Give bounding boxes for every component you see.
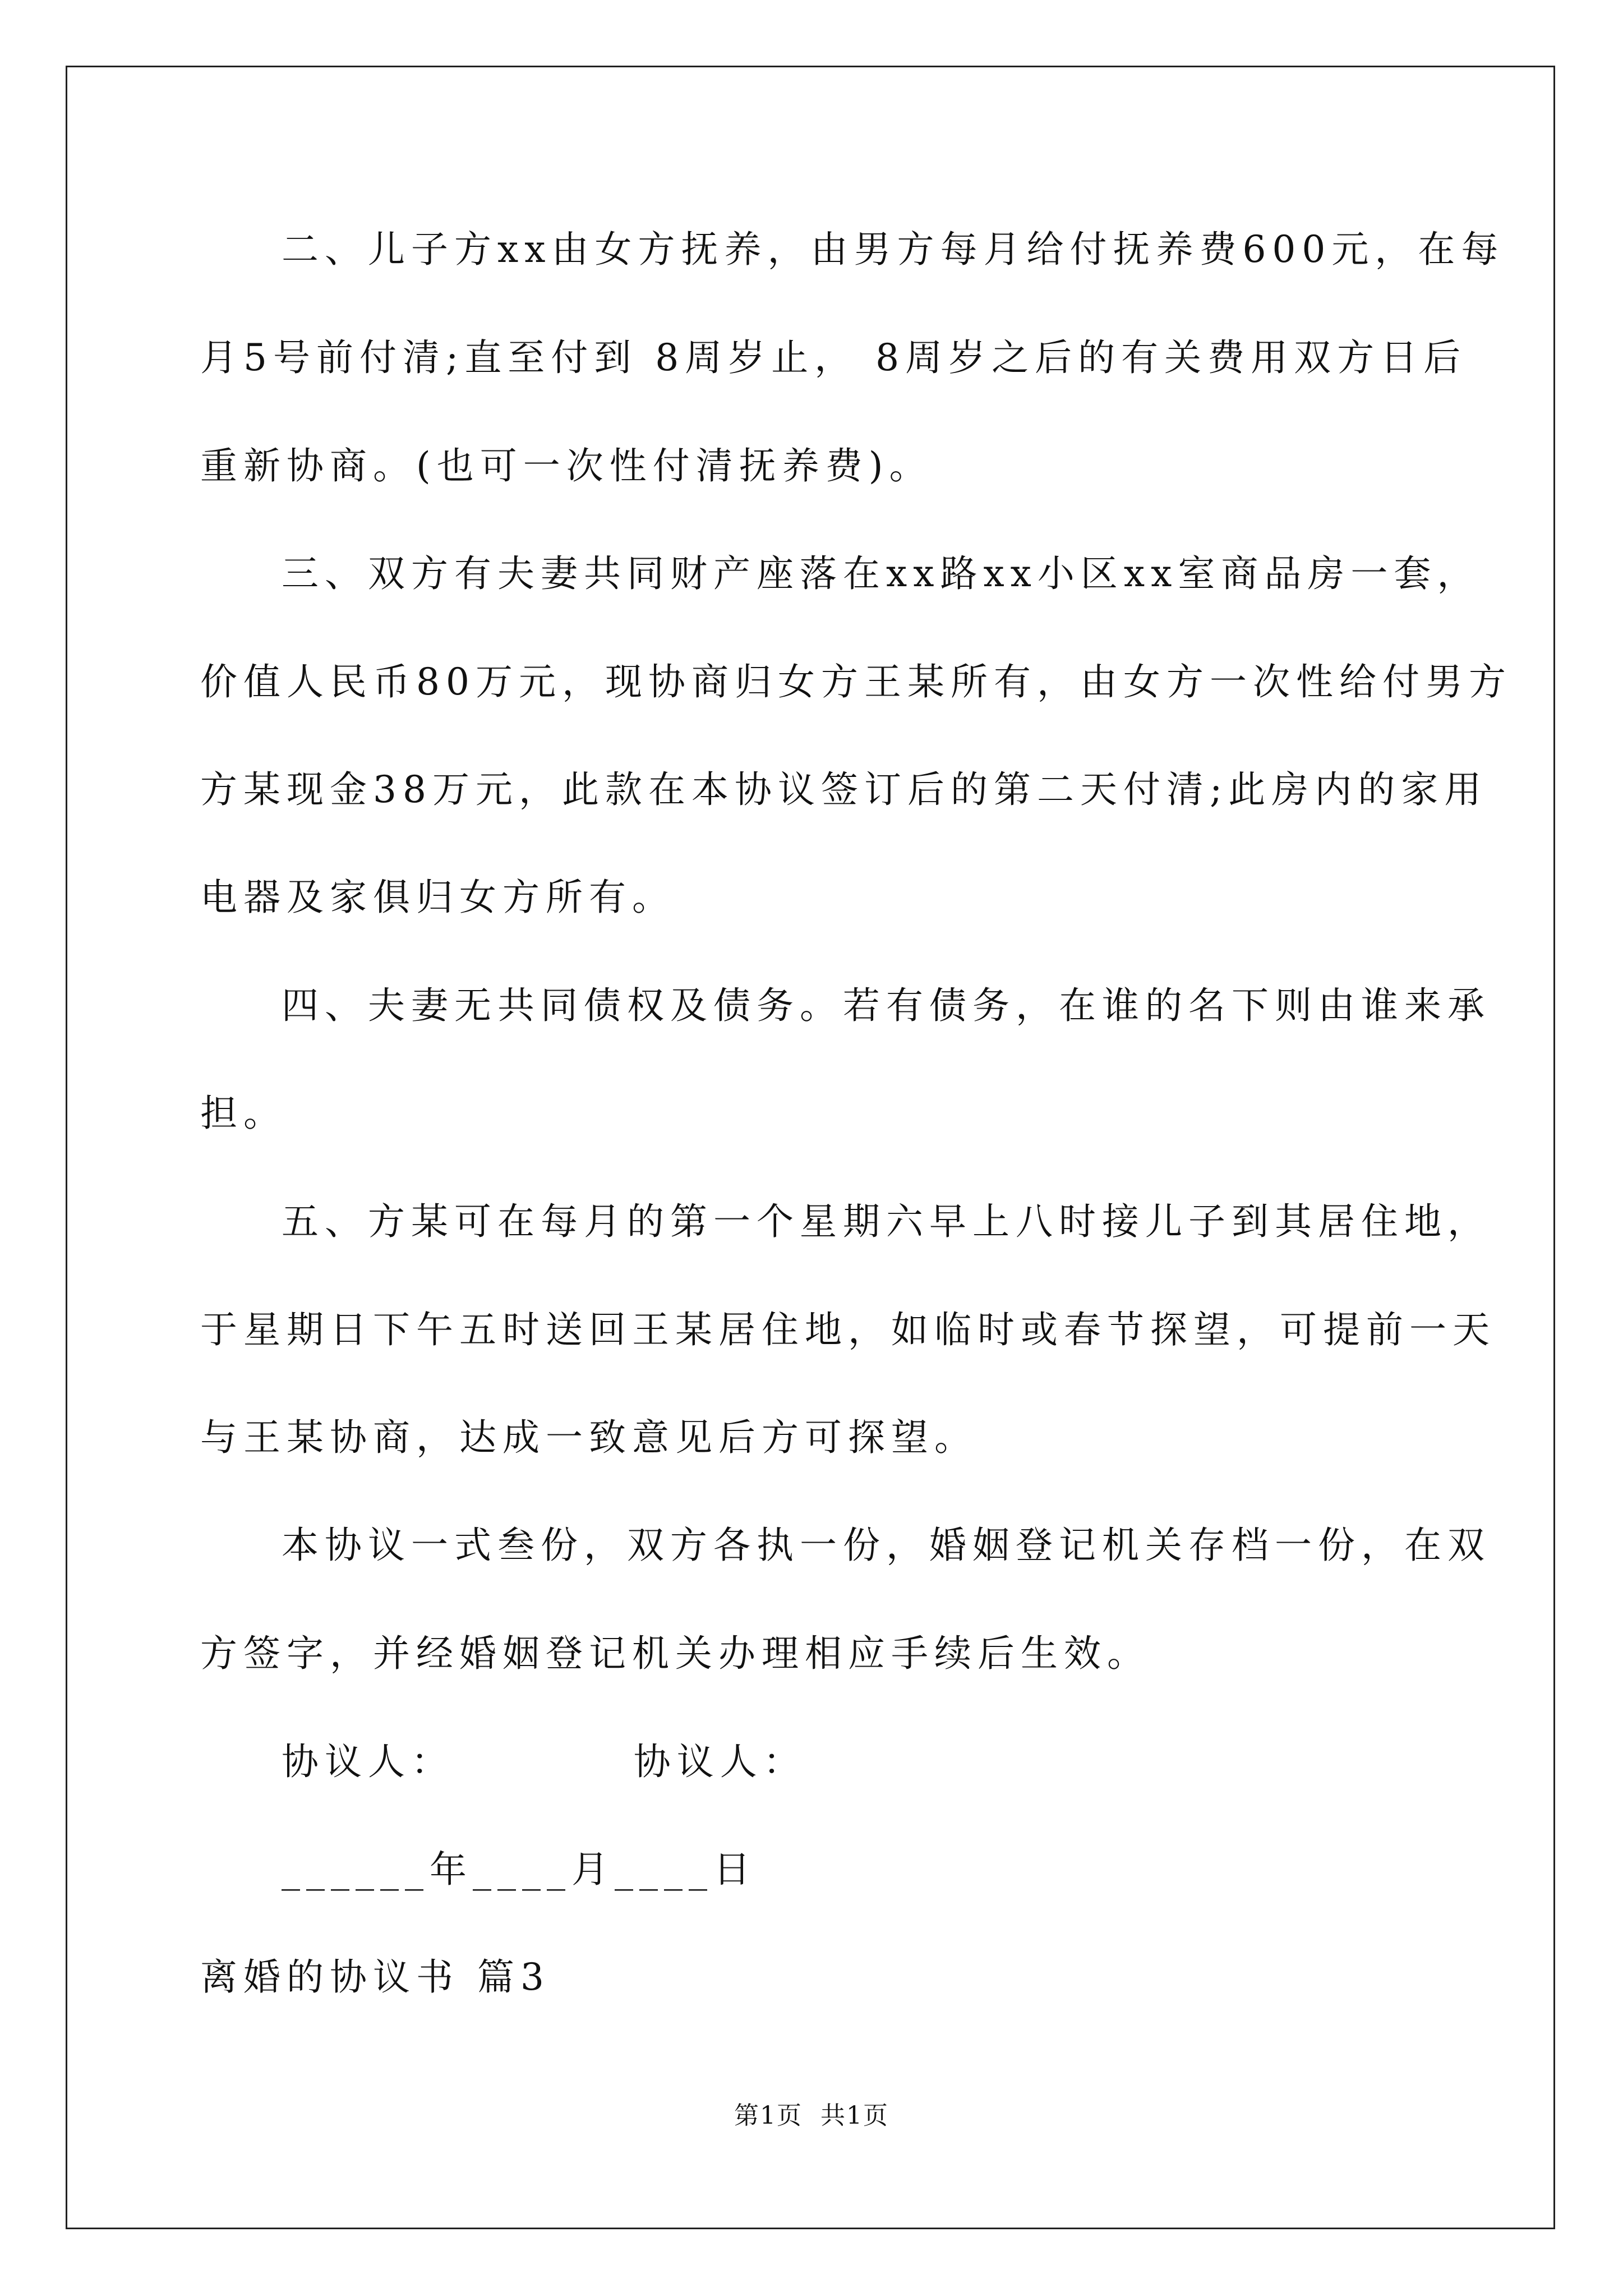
paragraph-6-line-2: 方签字，并经婚姻登记机关办理相应手续后生效。: [200, 1632, 1150, 1675]
paragraph-2-line-3: 重新协商。(也可一次性付清抚养费)。: [200, 444, 933, 487]
paragraph-2-line-1: 二、儿子方xx由女方抚养，由男方每月给付抚养费600元，在每: [282, 228, 1505, 271]
paragraph-3-line-1: 三、双方有夫妻共同财产座落在xx路xx小区xx室商品房一套，: [282, 552, 1481, 595]
page-border: [66, 66, 1555, 2229]
page-footer: 第1页 共1页: [734, 2101, 889, 2130]
date-line: ______年____月____日: [282, 1848, 757, 1891]
paragraph-5-line-2: 于星期日下午五时送回王某居住地，如临时或春节探望，可提前一天: [200, 1308, 1496, 1351]
paragraph-6-line-1: 本协议一式叁份，双方各执一份，婚姻登记机关存档一份，在双: [282, 1524, 1491, 1567]
paragraph-3-line-4: 电器及家俱归女方所有。: [200, 876, 675, 919]
paragraph-3-line-2: 价值人民币80万元，现协商归女方王某所有，由女方一次性给付男方: [200, 660, 1512, 703]
paragraph-5-line-1: 五、方某可在每月的第一个星期六早上八时接儿子到其居住地，: [282, 1200, 1491, 1243]
paragraph-2-line-2: 月5号前付清;直至付到 8周岁止， 8周岁之后的有关费用双方日后: [200, 336, 1467, 379]
section-heading: 离婚的协议书 篇3: [200, 1955, 550, 1999]
paragraph-3-line-3: 方某现金38万元，此款在本协议签订后的第二天付清;此房内的家用: [200, 768, 1488, 811]
paragraph-4-line-1: 四、夫妻无共同债权及债务。若有债务，在谁的名下则由谁来承: [282, 984, 1491, 1027]
signature-line: 协议人： 协议人：: [282, 1740, 806, 1783]
paragraph-4-line-2: 担。: [200, 1092, 287, 1135]
paragraph-5-line-3: 与王某协商，达成一致意见后方可探望。: [200, 1416, 978, 1459]
